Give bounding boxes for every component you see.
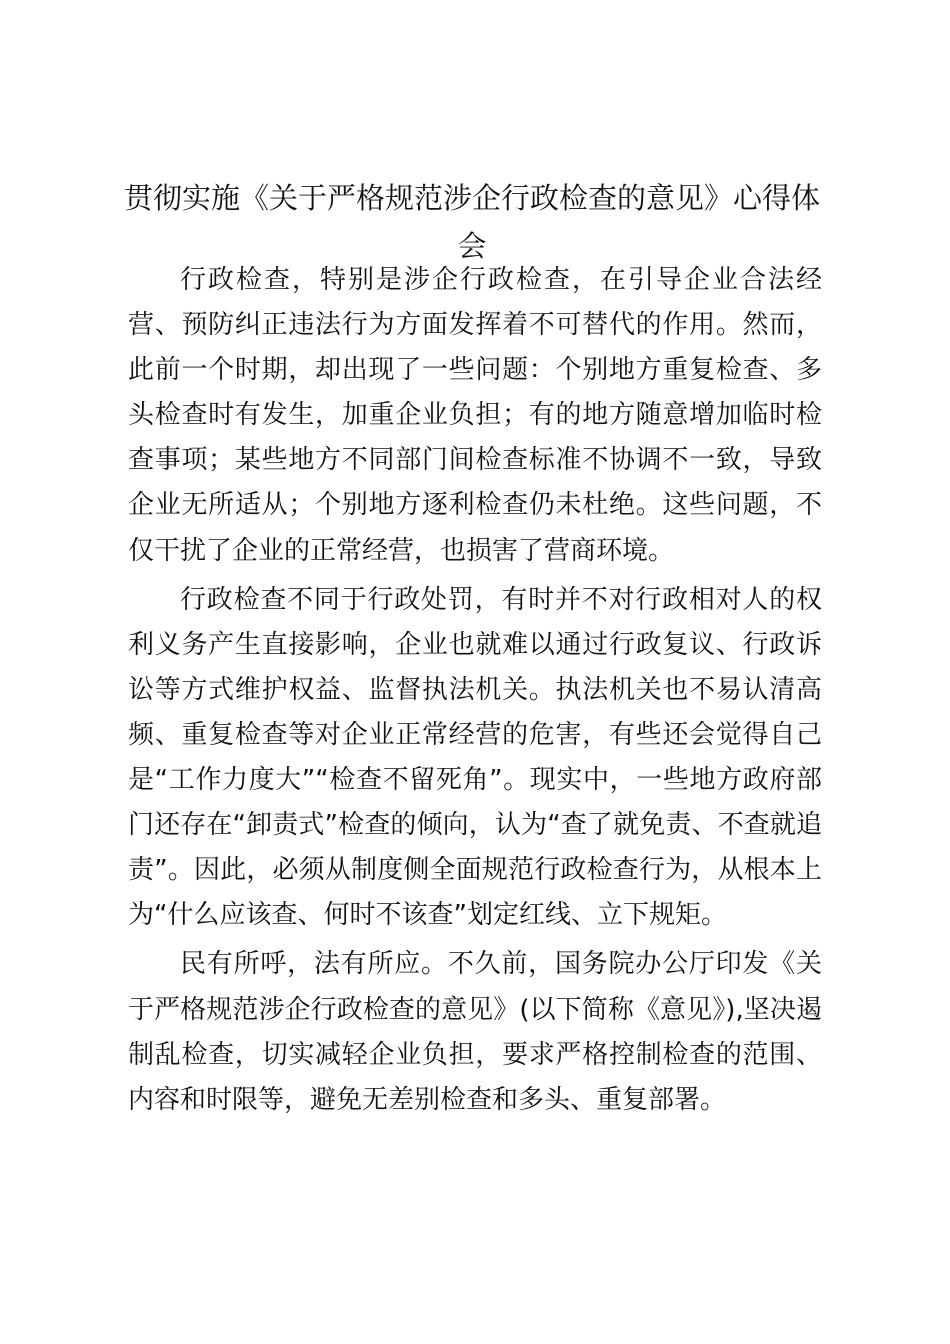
paragraph-3: 民有所呼，法有所应。不久前，国务院办公厅印发《关于严格规范涉企行政检查的意见》(以下简称《意见》),坚决遏制乱检查，切实减轻企业负担，要求严格控制检查的范围、内容和时限等，避免无差别检查和多头、重复部署。 <box>128 949 822 1115</box>
paragraph-1: 行政检查，特别是涉企行政检查，在引导企业合法经营、预防纠正违法行为方面发挥着不可替代的作用。然而，此前一个时期，却出现了一些问题：个别地方重复检查、多头检查时有发生，加重企业负担；有的地方随意增加临时检查事项；某些地方不同部门间检查标准不协调不一致，导致企业无所适从；个别地方逐利检查仍未杜绝。这些问题，不仅干扰了企业的正常经营，也损害了营商环境。 <box>128 265 822 566</box>
document-title: 贯彻实施《关于严格规范涉企行政检查的意见》心得体会 <box>123 181 820 263</box>
document-body <box>123 174 822 1127</box>
paragraph-2: 行政检查不同于行政处罚，有时并不对行政相对人的权利义务产生直接影响，企业也就难以通过行政复议、行政诉讼等方式维护权益、监督执法机关。执法机关也不易认清高频、重复检查等对企业正常经营的危害，有些还会觉得自己是“工作力度大”“检查不留死角”。现实中，一些地方政府部门还存在“卸责式”检查的倾向，认为“查了就免责、不查就追责”。因此，必须从制度侧全面规范行政检查行为，从根本上为“什么应该查、何时不该查”划定红线、立下规矩。 <box>128 584 822 931</box>
